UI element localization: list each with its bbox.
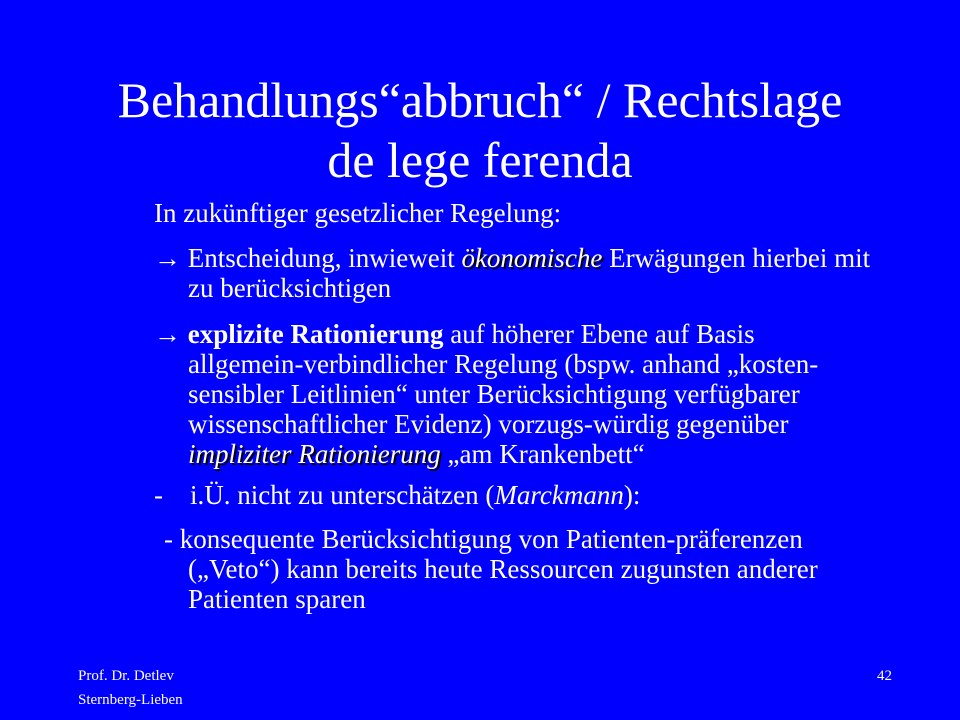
bullet-economic-text-b: Erwägungen hierbei mit zu berücksichtigen [188,243,871,303]
footer-author-line-1: Prof. Dr. Detlev [78,668,174,684]
arrow-icon: → [154,319,181,349]
bullet-rationing-bold: explizite Rationierung [187,319,444,349]
bullet-rationing-text-b: „am Krankenbett“ [447,439,645,469]
sub-item-text: - konsequente Berücksichtigung von Patienten-präferenzen („Veto“) kann bereits heute Ressourcen zugunsten anderer Patienten sparen [164,524,818,614]
arrow-icon: → [154,243,181,273]
bullet-economic-text-a: Entscheidung, inwieweit [187,243,455,273]
slide-title [40,70,920,190]
sub-item [154,524,874,614]
slide-body [154,198,874,614]
bullet-rationing [154,319,874,469]
title-line-2: de lege ferenda [327,132,633,188]
dash-item [154,480,874,510]
title-line-1: Behandlungs“abbruch“ / Rechtslage [117,72,843,128]
bullet-economic-emphasis: ökonomische [461,243,603,273]
intro-text [154,198,874,228]
page-number: 42 [877,668,892,684]
intro-label: In zukünftiger gesetzlicher Regelung: [154,198,562,228]
dash-marker: - [154,480,163,510]
dash-item-text-b: ): [623,480,641,510]
dash-item-citation: Marckmann [494,480,624,510]
dash-item-text-a: i.Ü. nicht zu unterschätzen ( [190,480,495,510]
bullet-rationing-emphasis: impliziter Rationierung [188,439,441,469]
bullet-rationing-text-a: auf höherer Ebene auf Basis allgemein-verbindlicher Regelung (bspw. anhand „kosten-sensibler Leitlinien“ unter Berücksichtigung verfügbarer wissenschaftlicher Evidenz) vorzugs-würdig gegenüber [188,319,819,439]
footer-author-line-2: Sternberg-Lieben [78,692,183,708]
bullet-economic [154,243,874,303]
footer-author [78,664,183,712]
